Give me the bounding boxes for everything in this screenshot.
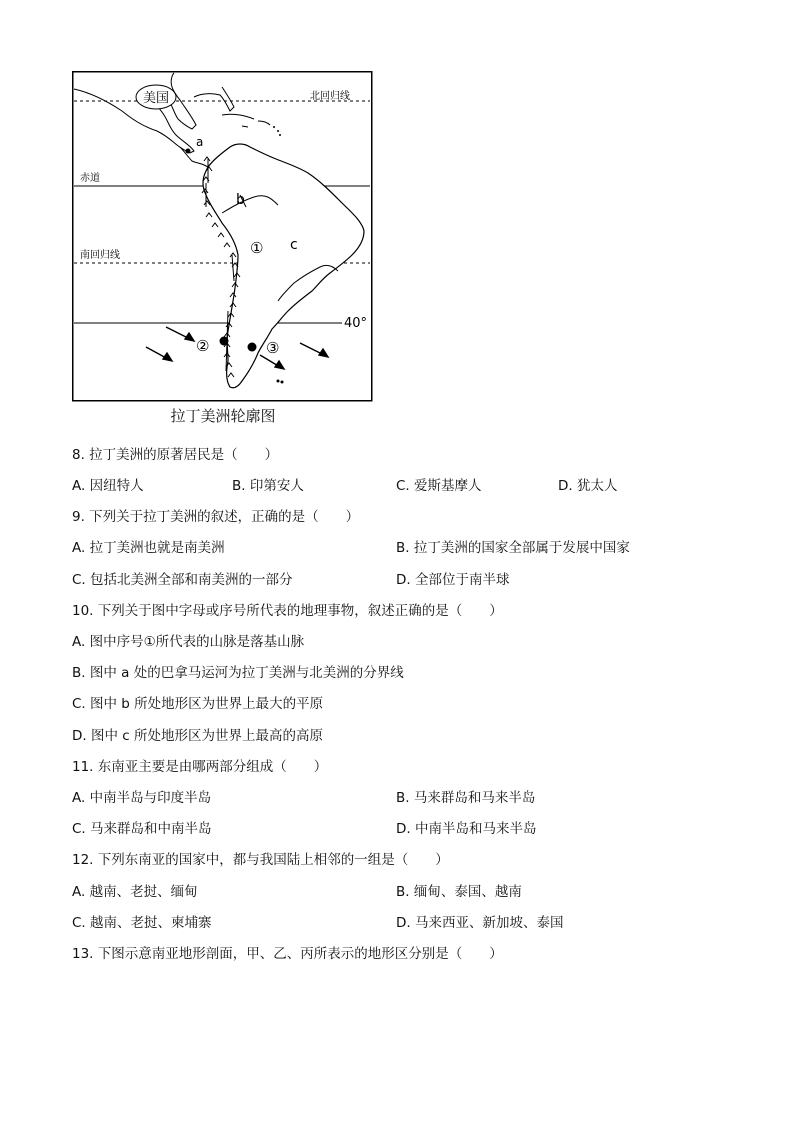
label-a: a xyxy=(196,135,204,149)
q8-option-a[interactable]: A. 因纽特人 xyxy=(72,478,144,494)
q12-option-c[interactable]: C. 越南、老挝、柬埔寨 xyxy=(72,915,212,931)
q12-option-a[interactable]: A. 越南、老挝、缅甸 xyxy=(72,884,198,900)
q12-option-d[interactable]: D. 马来西亚、新加坡、泰国 xyxy=(396,915,564,931)
label-3: ③ xyxy=(266,339,280,357)
q11-option-d[interactable]: D. 中南半岛和马来半岛 xyxy=(396,821,537,837)
question-11-stem: 11. 东南亚主要是由哪两部分组成（ ） xyxy=(72,759,328,775)
q8-option-b[interactable]: B. 印第安人 xyxy=(232,478,304,494)
q10-option-a[interactable]: A. 图中序号①所代表的山脉是落基山脉 xyxy=(72,634,305,650)
q9-option-b[interactable]: B. 拉丁美洲的国家全部属于发展中国家 xyxy=(396,540,630,556)
q10-option-b[interactable]: B. 图中 a 处的巴拿马运河为拉丁美洲与北美洲的分界线 xyxy=(72,665,404,681)
usa-label: 美国 xyxy=(142,91,170,106)
label-b: b xyxy=(236,192,245,208)
point-3-dot xyxy=(248,343,257,352)
label-1: ① xyxy=(250,239,264,257)
q9-option-a[interactable]: A. 拉丁美洲也就是南美洲 xyxy=(72,540,225,556)
map-figure xyxy=(72,71,374,403)
equator-label: 赤道 xyxy=(80,173,100,184)
label-2: ② xyxy=(196,337,210,355)
question-13-stem: 13. 下图示意南亚地形剖面，甲、乙、丙所表示的地形区分别是（ ） xyxy=(72,946,503,962)
question-9-stem: 9. 下列关于拉丁美洲的叙述，正确的是（ ） xyxy=(72,509,360,525)
question-10-stem: 10. 下列关于图中字母或序号所代表的地理事物，叙述正确的是（ ） xyxy=(72,603,503,619)
question-12-stem: 12. 下列东南亚的国家中，都与我国陆上相邻的一组是（ ） xyxy=(72,852,449,868)
q11-option-b[interactable]: B. 马来群岛和马来半岛 xyxy=(396,790,536,806)
point-2-dot xyxy=(220,337,229,346)
mexico-coast xyxy=(74,73,196,153)
q8-option-c[interactable]: C. 爱斯基摩人 xyxy=(396,478,482,494)
map-caption: 拉丁美洲轮廓图 xyxy=(170,407,276,425)
q9-option-c[interactable]: C. 包括北美洲全部和南美洲的一部分 xyxy=(72,572,293,588)
q11-option-c[interactable]: C. 马来群岛和中南半岛 xyxy=(72,821,212,837)
q12-option-b[interactable]: B. 缅甸、泰国、越南 xyxy=(396,884,522,900)
q8-option-d[interactable]: D. 犹太人 xyxy=(558,478,618,494)
lat40-label: 40° xyxy=(344,316,368,331)
question-8-stem: 8. 拉丁美洲的原著居民是（ ） xyxy=(72,447,279,463)
latin-america-map xyxy=(72,71,374,403)
q10-option-d[interactable]: D. 图中 c 所处地形区为世界上最高的高原 xyxy=(72,728,323,744)
tropic-cancer-label: 北回归线 xyxy=(310,91,350,102)
label-c: c xyxy=(290,237,298,253)
q10-option-c[interactable]: C. 图中 b 所处地形区为世界上最大的平原 xyxy=(72,696,324,712)
q9-option-d[interactable]: D. 全部位于南半球 xyxy=(396,572,510,588)
q11-option-a[interactable]: A. 中南半岛与印度半岛 xyxy=(72,790,212,806)
tropic-capricorn-label: 南回归线 xyxy=(80,250,120,261)
